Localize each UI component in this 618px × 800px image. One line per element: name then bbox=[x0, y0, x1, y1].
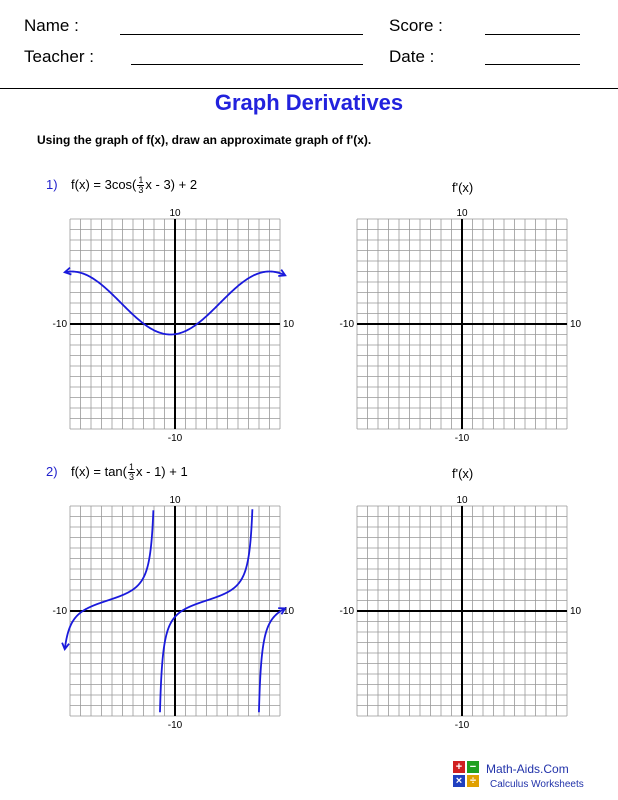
footer-site[interactable]: Math-Aids.Com bbox=[486, 762, 569, 776]
p1-graph-xmax-label: 10 bbox=[283, 319, 295, 330]
p1-answer-ymin-label: -10 bbox=[454, 433, 470, 444]
minus-icon: − bbox=[467, 761, 479, 773]
p2-graph-ymin-label: -10 bbox=[167, 720, 183, 731]
problem-2-eq-prefix: f(x) = tan( bbox=[71, 463, 127, 479]
p1-graph-ymax-label: 10 bbox=[169, 208, 181, 219]
problem-1-frac-den: 3 bbox=[138, 185, 144, 195]
problem-2-frac-num: 1 bbox=[129, 462, 135, 472]
date-label: Date : bbox=[389, 47, 435, 66]
divide-icon: ÷ bbox=[467, 775, 479, 787]
times-icon: × bbox=[453, 775, 465, 787]
problem-1-answer-label: f'(x) bbox=[452, 180, 474, 195]
name-label: Name : bbox=[24, 16, 79, 35]
problem-2-answer-label: f'(x) bbox=[452, 466, 474, 481]
p1-answer-ymax-label: 10 bbox=[456, 208, 468, 219]
problem-2-number: 2) bbox=[46, 464, 58, 479]
p2-graph-ymax-label: 10 bbox=[169, 495, 181, 506]
p1-graph-xmin-label: -10 bbox=[52, 319, 67, 330]
p2-answer-xmax-label: 10 bbox=[570, 606, 582, 617]
problem-2-fraction bbox=[128, 463, 135, 482]
problem-1-equation bbox=[71, 176, 197, 195]
problem-2-eq-suffix: x - 1) + 1 bbox=[136, 463, 188, 479]
problem-1-answer-grid[interactable] bbox=[327, 205, 587, 445]
page-title: Graph Derivatives bbox=[214, 90, 404, 115]
header-divider bbox=[0, 88, 618, 89]
plus-icon: + bbox=[453, 761, 465, 773]
problem-1-graph-grid bbox=[40, 205, 300, 445]
problem-1-eq-suffix: x - 3) + 2 bbox=[145, 176, 198, 192]
p1-answer-xmin-label: -10 bbox=[339, 319, 354, 330]
problem-2-frac-den: 3 bbox=[129, 472, 135, 482]
teacher-label: Teacher : bbox=[24, 47, 94, 66]
problem-1-eq-prefix: f(x) = 3cos( bbox=[71, 176, 137, 192]
footer-subtitle: Calculus Worksheets bbox=[490, 779, 584, 790]
teacher-line[interactable] bbox=[131, 64, 363, 65]
name-line[interactable] bbox=[120, 34, 363, 35]
problem-2-equation bbox=[71, 463, 188, 482]
p2-graph-xmax-label: 10 bbox=[283, 606, 295, 617]
p2-curve-branch bbox=[259, 608, 285, 712]
problem-1-number: 1) bbox=[46, 177, 58, 192]
problem-1-frac-num: 1 bbox=[138, 175, 144, 185]
problem-1-fraction bbox=[137, 176, 144, 195]
p1-graph-ymin-label: -10 bbox=[167, 433, 183, 444]
date-line[interactable] bbox=[485, 64, 580, 65]
p1-answer-xmax-label: 10 bbox=[570, 319, 582, 330]
p2-answer-ymin-label: -10 bbox=[454, 720, 470, 731]
p2-answer-ymax-label: 10 bbox=[456, 495, 468, 506]
p2-answer-xmin-label: -10 bbox=[339, 606, 354, 617]
instructions: Using the graph of f(x), draw an approximate graph of f'(x). bbox=[37, 133, 372, 147]
score-label: Score : bbox=[389, 16, 443, 35]
math-aids-logo bbox=[452, 760, 480, 788]
score-line[interactable] bbox=[485, 34, 580, 35]
problem-2-graph-grid bbox=[40, 492, 300, 732]
p2-graph-xmin-label: -10 bbox=[52, 606, 67, 617]
problem-2-answer-grid[interactable] bbox=[327, 492, 587, 732]
